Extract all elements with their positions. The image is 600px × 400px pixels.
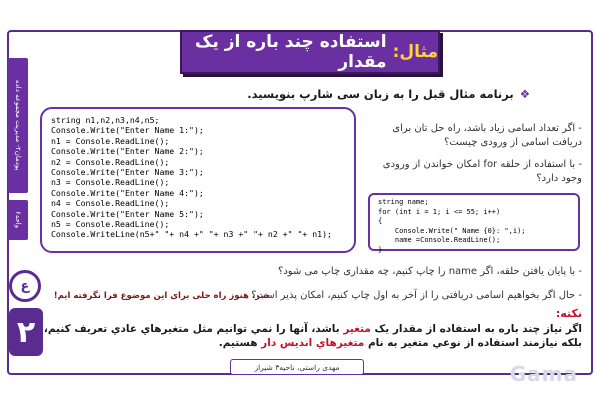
slide-title [180, 30, 440, 74]
title-text: استفاده چند باره از یک مقدار [195, 32, 387, 72]
note-part-2: باشد، آنها را نمي توانيم مثل متغيرهاي عادي تعريف کنيم، بلکه نيازمند استفاده از نوعي متغير به نام [43, 323, 582, 349]
code-line: Console.WriteLine(n5+" "+ n4 +" "+ n3 +" "+ n2 +" "+ n1); [51, 229, 332, 240]
page-number-badge: ۲ [9, 308, 43, 356]
code-line: n2 = Console.ReadLine(); [51, 156, 170, 167]
code-line: n4 = Console.ReadLine(); [51, 198, 170, 209]
diamond-bullet-icon: ❖ [519, 87, 530, 101]
side-tab-module: پودمان۲- مدیریت مجموعه داده [8, 58, 28, 193]
code-line: Console.Write("Enter Name 1:"); [51, 125, 204, 136]
note-highlight-indexed: متغيرهاي انديس دار [261, 337, 365, 349]
code-block-main [40, 107, 356, 253]
code-line: name =Console.ReadLine(); [378, 236, 501, 245]
code-line: Console.Write("Enter Name 5:"); [51, 208, 204, 219]
intro-line [247, 87, 530, 101]
code-line: n1 = Console.ReadLine(); [51, 135, 170, 146]
note-title: نکته: [555, 307, 582, 320]
side-tab-unit: واحد۶ [8, 200, 28, 240]
code-line: Console.Write("Enter Name 2:"); [51, 146, 204, 157]
watermark-logo: Gama [509, 362, 578, 386]
code-line: string n1,n2,n3,n4,n5; [51, 115, 160, 125]
note-part-3: هستيم. [218, 337, 262, 349]
news-note: خبر، هنوز راه حلی برای این موضوع فرا نگرفته ایم! [53, 291, 270, 301]
code-line: for (int i = 1; i <= 55; i++) [378, 207, 501, 216]
code-block-for-loop [368, 193, 580, 254]
note-part-1: اگر نياز چند باره به استفاده از مقدار يک [370, 323, 582, 335]
footer-author: مهدی راستی، ناحیه۳ شیراز [230, 359, 364, 375]
question-3: - با پایان یافتن حلقه، اگر name را چاپ کنیم، چه مقداری چاپ می شود؟ [278, 266, 582, 277]
intro-text: برنامه مثال قبل را به زبان سی شارپ بنویسید. [247, 87, 514, 101]
code-line: string name; [378, 198, 429, 206]
note-highlight-variable: متغير [343, 323, 371, 335]
code-line: { [378, 217, 383, 226]
question-2: - با استفاده از حلقه for امکان خواندن از ورودی وجود دارد؟ [382, 159, 582, 184]
title-label: مثال: [392, 42, 438, 62]
code-line: n5 = Console.ReadLine(); [51, 219, 170, 230]
code-line: n3 = Console.ReadLine(); [51, 177, 170, 188]
question-4: - حال اگر بخواهیم اسامی دریافتی را از آخر به اول چاپ کنیم، امکان پذیر است؟ [251, 290, 582, 301]
code-line: Console.Write("Enter Name 3:"); [51, 167, 204, 178]
code-line: } [378, 245, 383, 254]
code-line: Console.Write("Enter Name 4:"); [51, 187, 204, 198]
note-text [34, 322, 582, 350]
chapter-badge: ع [9, 270, 41, 302]
question-1: - اگر تعداد اسامی زیاد باشد، راه حل تان برای دریافت اسامی از ورودی چیست؟ [392, 123, 582, 148]
code-line: Console.Write(" Name {0}: ",i); [378, 226, 526, 235]
